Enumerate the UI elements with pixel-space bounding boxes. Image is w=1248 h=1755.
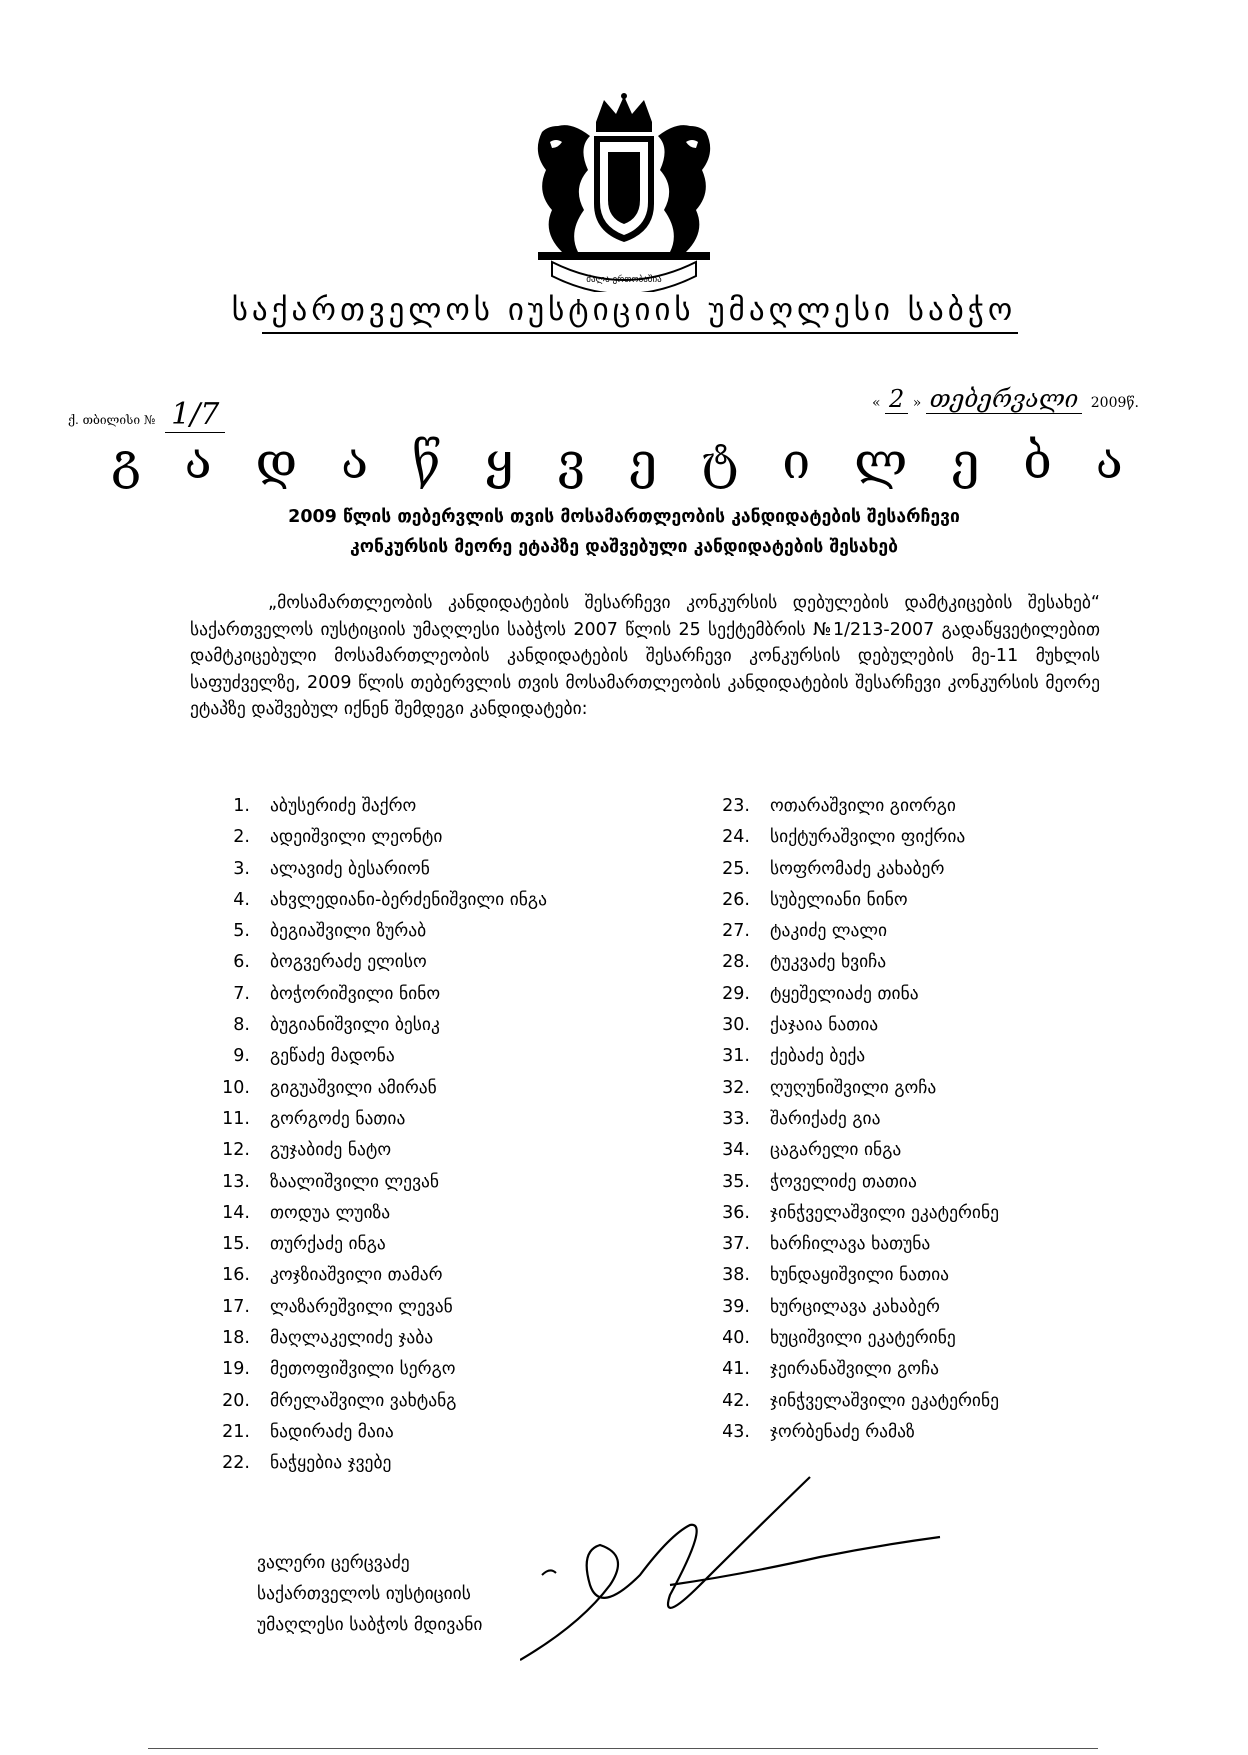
candidate-number: 41. bbox=[722, 1359, 750, 1380]
emblem-motto: ძალა ერთობაშია bbox=[586, 275, 662, 285]
candidate-number: 15. bbox=[222, 1234, 250, 1255]
candidate-number: 11. bbox=[222, 1108, 250, 1129]
candidate-number: 13. bbox=[222, 1171, 250, 1192]
signatory-block bbox=[257, 1548, 482, 1641]
candidate-name: ჯინჭველაშვილი ეკატერინე bbox=[770, 1202, 1000, 1223]
candidate-number: 26. bbox=[722, 889, 750, 910]
candidate-name: თურქაძე ინგა bbox=[270, 1234, 386, 1255]
candidate-row bbox=[200, 947, 547, 978]
candidate-number: 18. bbox=[222, 1328, 250, 1349]
candidate-row bbox=[700, 1386, 999, 1417]
candidate-row bbox=[700, 791, 999, 822]
candidate-row bbox=[700, 885, 999, 916]
signatory-name: ვალერი ცერცვაძე bbox=[257, 1553, 410, 1573]
candidate-number: 16. bbox=[222, 1265, 250, 1286]
candidate-number: 39. bbox=[722, 1296, 750, 1317]
candidate-row bbox=[200, 822, 547, 853]
candidate-number: 32. bbox=[722, 1077, 750, 1098]
candidate-number: 17. bbox=[222, 1296, 250, 1317]
candidate-row bbox=[700, 979, 999, 1010]
candidate-number: 40. bbox=[722, 1328, 750, 1349]
candidate-row bbox=[700, 1010, 999, 1041]
candidate-number: 10. bbox=[222, 1077, 250, 1098]
candidate-row bbox=[700, 947, 999, 978]
number-value: 1/7 bbox=[165, 397, 225, 433]
candidate-row bbox=[700, 1354, 999, 1385]
candidate-name: ჯინჭველაშვილი ეკატერინე bbox=[770, 1390, 1000, 1411]
candidate-number: 7. bbox=[233, 983, 250, 1004]
header-divider bbox=[262, 332, 1018, 334]
candidate-row bbox=[200, 1167, 547, 1198]
candidate-name: ოთარაშვილი გიორგი bbox=[770, 796, 956, 816]
number-label: ქ. თბილისი № bbox=[68, 413, 156, 427]
candidate-number: 4. bbox=[233, 889, 250, 910]
candidate-number: 42. bbox=[722, 1390, 750, 1411]
candidate-name: ალავიძე ბესარიონ bbox=[270, 858, 430, 879]
candidate-row bbox=[700, 1167, 999, 1198]
candidate-number: 5. bbox=[233, 921, 250, 942]
candidate-name: თოდუა ლუიზა bbox=[270, 1202, 391, 1223]
candidate-number: 25. bbox=[722, 858, 750, 879]
candidate-row bbox=[200, 1010, 547, 1041]
candidate-name: ბუგიანიშვილი ბესიკ bbox=[270, 1015, 440, 1036]
candidate-number: 8. bbox=[233, 1015, 250, 1036]
candidate-number: 24. bbox=[722, 827, 750, 848]
candidate-row bbox=[200, 1135, 547, 1166]
candidate-name: ღუღუნიშვილი გოჩა bbox=[770, 1077, 937, 1098]
body-paragraph bbox=[190, 590, 1100, 723]
candidate-number: 35. bbox=[722, 1171, 750, 1192]
document-date: « 2 » თებერვალი 2009წ. bbox=[872, 385, 1139, 413]
candidate-number: 19. bbox=[222, 1359, 250, 1380]
handwritten-signature bbox=[520, 1475, 990, 1665]
candidate-name: სიქტურაშვილი ფიქრია bbox=[770, 827, 966, 848]
candidate-name: ხუნდაყიშვილი ნათია bbox=[770, 1265, 950, 1286]
signatory-title-1: საქართველოს იუსტიციის bbox=[257, 1584, 471, 1604]
candidate-row bbox=[200, 1417, 547, 1448]
candidate-row bbox=[700, 1135, 999, 1166]
candidate-row bbox=[200, 1386, 547, 1417]
candidate-number: 3. bbox=[233, 858, 250, 879]
candidate-row bbox=[200, 1104, 547, 1135]
candidate-name: ზაალიშვილი ლევან bbox=[270, 1171, 440, 1192]
candidate-row bbox=[200, 1041, 547, 1072]
candidate-name: ხარჩილავა ხათუნა bbox=[770, 1234, 931, 1255]
date-month: თებერვალი bbox=[926, 385, 1083, 414]
candidate-row bbox=[700, 822, 999, 853]
candidate-name: ქებაძე ბექა bbox=[770, 1046, 866, 1067]
candidate-number: 27. bbox=[722, 921, 750, 942]
candidate-row bbox=[700, 1073, 999, 1104]
date-year: 2009წ. bbox=[1090, 395, 1139, 411]
candidate-name: ტაკიძე ლალი bbox=[770, 921, 888, 942]
candidate-number: 37. bbox=[722, 1234, 750, 1255]
candidate-name: გიგუაშვილი ამირან bbox=[270, 1077, 437, 1098]
candidate-number: 20. bbox=[222, 1390, 250, 1411]
candidate-name: ჯორბენაძე რამაზ bbox=[770, 1421, 915, 1442]
council-name: საქართველოს იუსტიციის უმაღლესი საბჭო bbox=[231, 292, 1017, 328]
candidate-name: ხუციშვილი ეკატერინე bbox=[770, 1328, 956, 1349]
candidate-number: 43. bbox=[722, 1421, 750, 1442]
candidate-name: გეწაძე მადონა bbox=[270, 1046, 395, 1067]
candidate-row bbox=[200, 1073, 547, 1104]
candidate-row bbox=[200, 979, 547, 1010]
candidate-number: 28. bbox=[722, 952, 750, 973]
candidate-row bbox=[700, 1292, 999, 1323]
candidate-row bbox=[200, 1354, 547, 1385]
candidate-name: ტყეშელიაძე თინა bbox=[770, 983, 919, 1004]
candidate-row bbox=[200, 1292, 547, 1323]
candidate-name: ბოჭორიშვილი ნინო bbox=[270, 983, 441, 1004]
candidate-number: 14. bbox=[222, 1202, 250, 1223]
candidate-row bbox=[700, 854, 999, 885]
candidate-row bbox=[200, 916, 547, 947]
candidate-name: ახვლედიანი-ბერძენიშვილი ინგა bbox=[270, 889, 547, 910]
candidate-name: ნადირაძე მაია bbox=[270, 1421, 394, 1442]
candidate-name: სუბელიანი ნინო bbox=[770, 889, 908, 910]
candidate-row bbox=[700, 1104, 999, 1135]
candidate-row bbox=[200, 1260, 547, 1291]
candidate-name: გუჯაბიძე ნატო bbox=[270, 1140, 392, 1161]
candidate-name: მეთოფიშვილი სერგო bbox=[270, 1359, 456, 1380]
coat-of-arms-emblem bbox=[512, 92, 736, 292]
candidate-row bbox=[700, 1229, 999, 1260]
candidate-number: 12. bbox=[222, 1140, 250, 1161]
candidate-number: 31. bbox=[722, 1046, 750, 1067]
document-subtitle bbox=[150, 502, 1098, 562]
document-number bbox=[68, 397, 225, 433]
candidate-list-right bbox=[700, 791, 999, 1448]
candidate-row bbox=[700, 1041, 999, 1072]
candidate-row bbox=[700, 1323, 999, 1354]
candidate-name: ბეგიაშვილი ზურაბ bbox=[270, 921, 427, 942]
candidate-number: 22. bbox=[222, 1453, 250, 1474]
candidate-number: 38. bbox=[722, 1265, 750, 1286]
candidate-number: 21. bbox=[222, 1421, 250, 1442]
candidate-name: კოჯზიაშვილი თამარ bbox=[270, 1265, 443, 1286]
candidate-number: 29. bbox=[722, 983, 750, 1004]
candidate-row bbox=[200, 1198, 547, 1229]
candidate-name: მაღლაკელიძე ჯაბა bbox=[270, 1328, 434, 1349]
candidate-name: შარიქაძე გია bbox=[770, 1108, 881, 1129]
candidate-row bbox=[200, 885, 547, 916]
candidate-name: ლაზარეშვილი ლევან bbox=[270, 1296, 453, 1317]
candidate-number: 9. bbox=[233, 1046, 250, 1067]
candidate-name: სოფრომაძე კახაბერ bbox=[770, 858, 945, 879]
document-heading: გ ა დ ა წ ყ ვ ე ტ ი ლ ე ბ ა bbox=[111, 432, 1137, 490]
candidate-name: ჯეირანაშვილი გოჩა bbox=[770, 1359, 940, 1380]
signatory-title-2: უმაღლესი საბჭოს მდივანი bbox=[257, 1615, 483, 1635]
candidate-name: ბოგვერაძე ელისო bbox=[270, 952, 427, 973]
candidate-number: 33. bbox=[722, 1108, 750, 1129]
candidate-name: ნაჭყებია ჯვებე bbox=[270, 1453, 392, 1474]
candidate-name: ქაჯაია ნათია bbox=[770, 1015, 879, 1036]
candidate-number: 36. bbox=[722, 1202, 750, 1223]
candidate-name: გორგოძე ნათია bbox=[270, 1108, 406, 1129]
candidate-number: 1. bbox=[233, 796, 250, 816]
candidate-name: ჭოველიძე თათია bbox=[770, 1171, 917, 1192]
candidate-row bbox=[200, 1448, 547, 1479]
candidate-row bbox=[200, 1323, 547, 1354]
candidate-row bbox=[700, 1417, 999, 1448]
candidate-number: 34. bbox=[722, 1140, 750, 1161]
candidate-row bbox=[700, 1260, 999, 1291]
candidate-row bbox=[200, 1229, 547, 1260]
candidate-name: ადეიშვილი ლეონტი bbox=[270, 827, 443, 848]
subtitle-line-2: კონკურსის მეორე ეტაპზე დაშვებული კანდიდატების შესახებ bbox=[349, 537, 898, 557]
candidate-number: 2. bbox=[233, 827, 250, 848]
candidate-list-left bbox=[200, 791, 547, 1480]
candidate-name: ცაგარელი ინგა bbox=[770, 1140, 902, 1161]
candidate-row bbox=[700, 1198, 999, 1229]
date-day: 2 bbox=[885, 385, 908, 414]
candidate-number: 6. bbox=[233, 952, 250, 973]
candidate-name: ხურცილავა კახაბერ bbox=[770, 1296, 940, 1317]
candidate-name: ტუკვაძე ხვიჩა bbox=[770, 952, 887, 973]
candidate-name: აბუსერიძე შაქრო bbox=[270, 796, 417, 816]
footer-divider bbox=[148, 1748, 1098, 1749]
candidate-row bbox=[700, 916, 999, 947]
subtitle-line-1: 2009 წლის თებერვლის თვის მოსამართლეობის კანდიდატების შესარჩევი bbox=[288, 507, 960, 527]
candidate-name: მრელაშვილი ვახტანგ bbox=[270, 1390, 457, 1411]
candidate-row bbox=[200, 854, 547, 885]
candidate-number: 30. bbox=[722, 1015, 750, 1036]
candidate-number: 23. bbox=[722, 796, 750, 816]
body-text: „მოსამართლეობის კანდიდატების შესარჩევი კონკურსის დებულების დამტკიცების შესახებ“ საქართველოს იუსტიციის უმაღლესი საბჭოს 2007 წლის 25 სექტემბრის №1/213-2007 გადაწყვეტილებით დამტკიცებული მოსამართლეობის კანდიდატების შესარჩევი კონკურსის დებულების მე-11 მუხლის საფუძველზე, 2009 წლის თებერვლის თვის მოსამართლეობის კანდიდატების შესარჩევი კონკურსის მეორე ეტაპზე დაშვებულ იქნენ შემდეგი კანდიდატები: bbox=[190, 593, 1100, 719]
candidate-row bbox=[200, 791, 547, 822]
